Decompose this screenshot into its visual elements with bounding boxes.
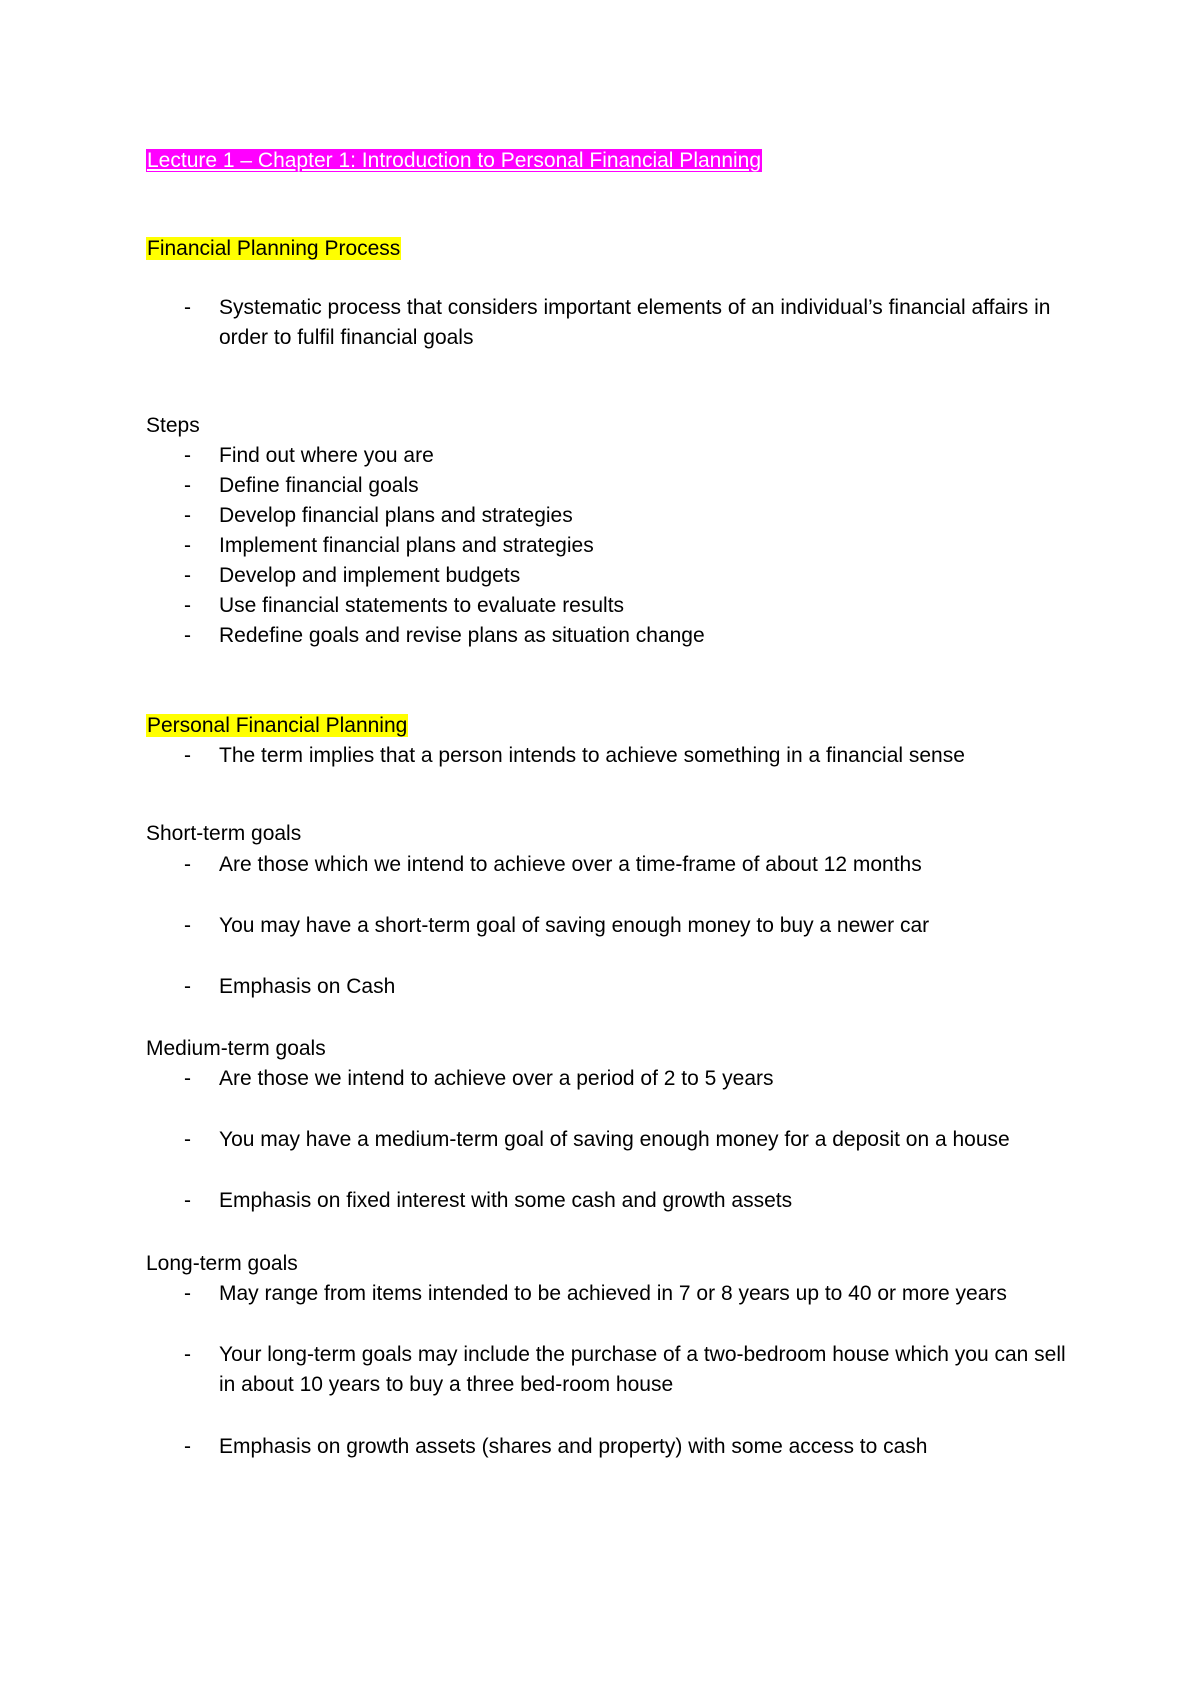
- bullet-dash: -: [184, 534, 191, 557]
- bullet-dash: -: [184, 914, 191, 937]
- section-heading-medium-term: Medium-term goals: [146, 1037, 326, 1060]
- bullet-dash: -: [184, 975, 191, 998]
- list-item-text: Use financial statements to evaluate results: [219, 594, 625, 617]
- list-item-text: Find out where you are: [219, 444, 434, 467]
- bullet-dash: -: [184, 594, 191, 617]
- list-item-text: Are those we intend to achieve over a period of 2 to 5 years: [219, 1067, 774, 1090]
- list-item-text: Redefine goals and revise plans as situation change: [219, 624, 705, 647]
- list-item-text: Systematic process that considers important elements of an individual’s financial affairs in order to fulfil financial goals: [219, 296, 1051, 349]
- section-heading-long-term: Long-term goals: [146, 1252, 298, 1275]
- list-item-text: You may have a medium-term goal of saving enough money for a deposit on a house: [219, 1128, 1010, 1151]
- list-item-text: Emphasis on Cash: [219, 975, 396, 998]
- list-item-text: Implement financial plans and strategies: [219, 534, 594, 557]
- list-item-text: You may have a short-term goal of saving enough money to buy a newer car: [219, 914, 930, 937]
- bullet-dash: -: [184, 744, 191, 767]
- bullet-dash: -: [184, 1282, 191, 1305]
- section-heading-steps: Steps: [146, 414, 200, 437]
- bullet-dash: -: [184, 504, 191, 527]
- bullet-dash: -: [184, 444, 191, 467]
- section-heading-short-term: Short-term goals: [146, 822, 302, 845]
- document-title: Lecture 1 – Chapter 1: Introduction to Personal Financial Planning: [147, 149, 762, 172]
- list-item-text: Emphasis on fixed interest with some cash and growth assets: [219, 1189, 793, 1212]
- bullet-dash: -: [184, 853, 191, 876]
- bullet-dash: -: [184, 624, 191, 647]
- bullet-dash: -: [184, 1067, 191, 1090]
- list-item-text: Are those which we intend to achieve over a time-frame of about 12 months: [219, 853, 922, 876]
- bullet-dash: -: [184, 1435, 191, 1458]
- list-item-text: Emphasis on growth assets (shares and property) with some access to cash: [219, 1435, 928, 1458]
- bullet-dash: -: [184, 296, 191, 319]
- bullet-dash: -: [184, 1189, 191, 1212]
- section-heading-process: Financial Planning Process: [147, 237, 401, 260]
- document-title-line: [146, 146, 762, 176]
- list-item-text: Develop financial plans and strategies: [219, 504, 573, 527]
- list-item-text: Your long-term goals may include the purchase of a two-bedroom house which you can sell in about 10 years to buy a three bed-room house: [219, 1343, 1066, 1396]
- list-item-text: May range from items intended to be achieved in 7 or 8 years up to 40 or more years: [219, 1282, 1007, 1305]
- list-item-text: The term implies that a person intends to achieve something in a financial sense: [219, 744, 965, 767]
- personal-heading-line: [146, 711, 408, 741]
- bullet-dash: -: [184, 1343, 191, 1366]
- bullet-dash: -: [184, 564, 191, 587]
- bullet-dash: -: [184, 474, 191, 497]
- process-heading-line: [146, 234, 401, 264]
- list-item-text: Define financial goals: [219, 474, 419, 497]
- section-heading-personal: Personal Financial Planning: [147, 714, 408, 737]
- list-item-text: Develop and implement budgets: [219, 564, 521, 587]
- bullet-dash: -: [184, 1128, 191, 1151]
